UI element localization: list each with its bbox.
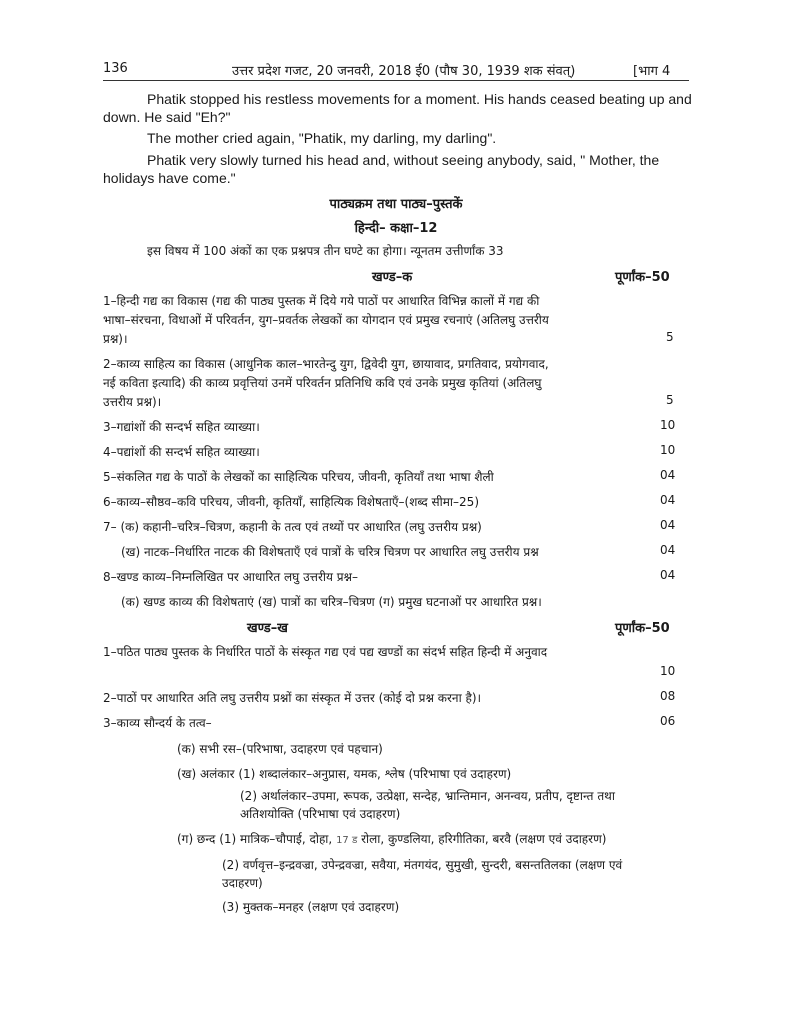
story-line: The mother cried again, "Phatik, my darling, my darling".: [147, 130, 497, 146]
syllabus-subitem: (2) अर्थालंकार–उपमा, रूपक, उत्प्रेक्षा, सन्देह, भ्रान्तिमान, अनन्वय, प्रतीप, दृष्टान्त तथा: [240, 789, 615, 803]
stamp-mark: 17 ड: [336, 835, 358, 846]
gazette-title: उत्तर प्रदेश गजट, 20 जनवरी, 2018 ई0 (पौष 30, 1939 शक संवत्): [232, 64, 576, 79]
marks: 04: [660, 518, 676, 532]
syllabus-subitem: उदाहरण): [222, 876, 263, 890]
syllabus-subitem: अतिशयोक्ति (परिभाषा एवं उदाहरण): [240, 807, 401, 821]
syllabus-item: नई कविता इत्यादि) की काव्य प्रवृत्तियां उनमें परिवर्तन प्रतिनिधि कवि एवं उनके प्रमुख कृतियां (अतिलघु: [103, 376, 542, 390]
syllabus-item: 3–गद्यांशों की सन्दर्भ सहित व्याख्या।: [103, 420, 260, 434]
marks: 06: [660, 714, 676, 728]
syllabus-item: 2–काव्य साहित्य का विकास (आधुनिक काल–भारतेन्दु युग, द्विवेदी युग, छायावाद, प्रगतिवाद, प्रयोगवाद,: [103, 357, 549, 371]
syllabus-subitem: (3) मुक्तक–मनहर (लक्षण एवं उदाहरण): [222, 900, 400, 914]
marks: 10: [660, 443, 676, 457]
syllabus-item: भाषा–संरचना, विधाओं में परिवर्तन, युग–प्रवर्तक लेखकों का योगदान एवं प्रमुख रचनाएं (अतिलघु उत्तरीय: [103, 313, 549, 327]
syllabus-item: 1–हिन्दी गद्य का विकास (गद्य की पाठ्य पुस्तक में दिये गये पाठों पर आधारित विभिन्न कालों में गद्य की: [103, 294, 540, 308]
syllabus-heading: पाठ्यक्रम तथा पाठ्य–पुस्तकें: [329, 197, 463, 212]
section-b-total: पूर्णांक–50: [615, 621, 670, 636]
marks: 10: [660, 664, 676, 678]
marks: 5: [666, 330, 674, 344]
part-label: [भाग 4: [633, 64, 671, 79]
class-heading: हिन्दी– कक्षा–12: [354, 221, 438, 236]
marks: 04: [660, 493, 676, 507]
syllabus-subitem: (2) वर्णवृत्त–इन्द्रवज्रा, उपेन्द्रवज्रा, सवैया, मंतगयंद, सुमुखी, सुन्दरी, बसन्ततिलका (लक्षण एवं: [222, 858, 623, 872]
syllabus-item: 8–खण्ड काव्य–निम्नलिखित पर आधारित लघु उत्तरीय प्रश्न–: [103, 570, 359, 584]
syllabus-item: 6–काव्य–सौष्ठव–कवि परिचय, जीवनी, कृतियाँ, साहित्यिक विशेषताएँ–(शब्द सीमा–25): [103, 495, 479, 509]
header-divider: [103, 80, 689, 81]
story-line: holidays have come.": [103, 170, 236, 186]
syllabus-subitem: (ख) अलंकार (1) शब्दालंकार–अनुप्रास, यमक, श्लेष (परिभाषा एवं उदाहरण): [177, 767, 512, 781]
syllabus-item: उत्तरीय प्रश्न)।: [103, 395, 162, 409]
marks: 04: [660, 568, 676, 582]
page-number: 136: [103, 61, 128, 76]
marks: 10: [660, 418, 676, 432]
story-line: Phatik stopped his restless movements for a moment. His hands ceased beating up and: [147, 91, 692, 107]
marks: 04: [660, 468, 676, 482]
chhand-text: (ग) छन्द (1) मात्रिक–चौपाई, दोहा,: [177, 832, 337, 846]
story-line: down. He said "Eh?": [103, 109, 231, 125]
syllabus-item: 2–पाठों पर आधारित अति लघु उत्तरीय प्रश्नों का संस्कृत में उत्तर (कोई दो प्रश्न करना है)।: [103, 691, 482, 705]
marks: 08: [660, 689, 676, 703]
syllabus-item: (क) खण्ड काव्य की विशेषताएं (ख) पात्रों का चरित्र–चित्रण (ग) प्रमुख घटनाओं पर आधारित प्रश्न।: [121, 595, 542, 609]
story-line: Phatik very slowly turned his head and, without seeing anybody, said, " Mother, the: [147, 152, 660, 168]
syllabus-item: 7– (क) कहानी–चरित्र–चित्रण, कहानी के तत्व एवं तथ्यों पर आधारित (लघु उत्तरीय प्रश्न): [103, 520, 482, 534]
syllabus-item: प्रश्न)।: [103, 332, 128, 346]
syllabus-subitem: [177, 830, 606, 847]
section-a-total: पूर्णांक–50: [615, 270, 670, 285]
syllabus-item: 1–पठित पाठ्य पुस्तक के निर्धारित पाठों के संस्कृत गद्य एवं पद्य खण्डों का संदर्भ सहित हिन्दी में अनुवाद: [103, 645, 548, 659]
syllabus-item: 4–पद्यांशों की सन्दर्भ सहित व्याख्या।: [103, 445, 260, 459]
section-a-title: खण्ड–क: [372, 270, 413, 285]
chhand-text: रोला, कुण्डलिया, हरिगीतिका, बरवै (लक्षण एवं उदाहरण): [357, 832, 607, 846]
marks: 5: [666, 393, 674, 407]
syllabus-item: (ख) नाटक–निर्धारित नाटक की विशेषताएँ एवं पात्रों के चरित्र चित्रण पर आधारित लघु उत्तरीय प्रश्न: [121, 545, 539, 559]
syllabus-item: 3–काव्य सौन्दर्य के तत्व–: [103, 716, 212, 730]
section-b-title: खण्ड–ख: [247, 621, 288, 636]
marks: 04: [660, 543, 676, 557]
exam-intro: इस विषय में 100 अंकों का एक प्रश्नपत्र तीन घण्टे का होगा। न्यूनतम उत्तीर्णांक 33: [147, 244, 504, 258]
syllabus-item: 5–संकलित गद्य के पाठों के लेखकों का साहित्यिक परिचय, जीवनी, कृतियाँ तथा भाषा शैली: [103, 470, 494, 484]
syllabus-subitem: (क) सभी रस–(परिभाषा, उदाहरण एवं पहचान): [177, 742, 383, 756]
